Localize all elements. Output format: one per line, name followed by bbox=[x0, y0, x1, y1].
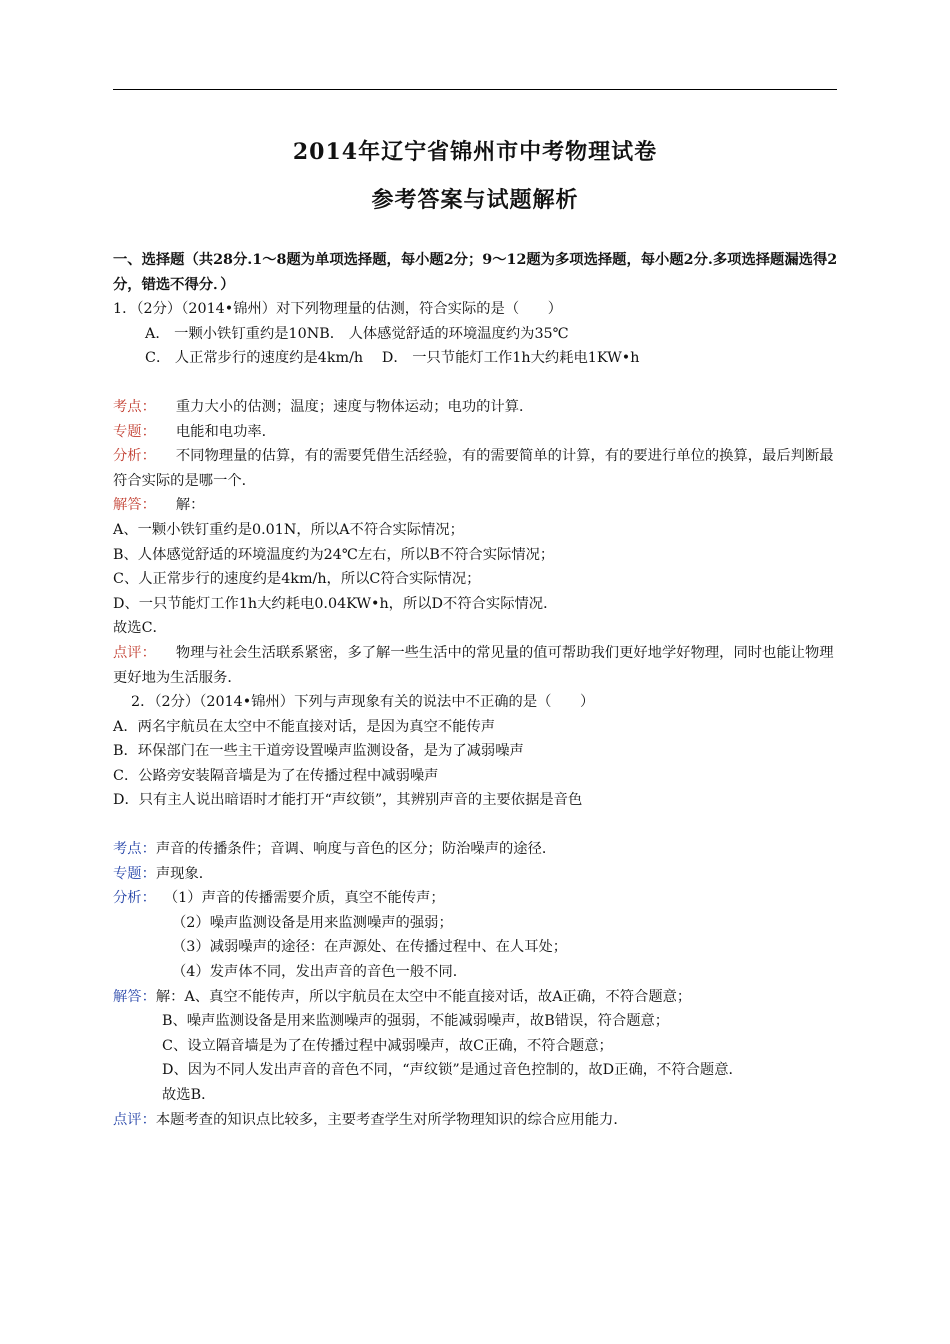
q1-fenxi bbox=[113, 444, 839, 493]
fenxi-label: 分析： bbox=[113, 890, 156, 907]
document-body bbox=[113, 248, 839, 1132]
q1-answer-line: B、人体感觉舒适的环境温度约为24℃左右，所以B不符合实际情况； bbox=[113, 546, 555, 563]
q1-options-ab: A． 一颗小铁钉重约是10NB． 人体感觉舒适的环境温度约为35℃ bbox=[145, 325, 569, 342]
fenxi-label: 分析： bbox=[113, 448, 156, 465]
q2-fenxi-line: （2）噪声监测设备是用来监测噪声的强弱； bbox=[172, 914, 453, 931]
page-subtitle: 参考答案与试题解析 bbox=[371, 187, 579, 213]
q2-option: A．两名宇航员在太空中不能直接对话，是因为真空不能传声 bbox=[113, 718, 496, 735]
q1-jieda bbox=[113, 493, 839, 518]
q1-answer-line: D、一只节能灯工作1h大约耗电0.04KW•h，所以D不符合实际情况． bbox=[113, 595, 558, 612]
kaodian-label: 考点： bbox=[113, 841, 156, 858]
q2-zhuanti bbox=[113, 862, 839, 887]
kaodian-label: 考点： bbox=[113, 398, 156, 415]
fenxi-text: （1）声音的传播需要介质，真空不能传声； bbox=[163, 890, 445, 907]
section-heading: 一、选择题（共28分.1～8题为单项选择题，每小题2分；9～12题为多项选择题，每小题2分.多项选择题漏选得2分，错选不得分．） bbox=[113, 252, 838, 293]
q2-dianping bbox=[113, 1108, 839, 1133]
zhuanti-text: 声现象． bbox=[155, 865, 214, 882]
q2-jieda-line: D、因为不同人发出声音的音色不同，“声纹锁”是通过音色控制的，故D正确，不符合题意． bbox=[162, 1062, 743, 1079]
q2-option: D．只有主人说出暗语时才能打开“声纹锁”，其辨别声音的主要依据是音色 bbox=[113, 792, 583, 809]
q1-dianping bbox=[113, 641, 839, 690]
q2-jieda-line: 故选B． bbox=[162, 1087, 216, 1103]
dianping-label: 点评： bbox=[113, 1111, 156, 1128]
zhuanti-label: 专题： bbox=[113, 865, 156, 882]
page-title: 2014年辽宁省锦州市中考物理试卷 bbox=[292, 139, 658, 165]
q2-jieda bbox=[113, 985, 839, 1010]
kaodian-text: 声音的传播条件；音调、响度与音色的区分；防治噪声的途径． bbox=[155, 841, 557, 858]
spacer bbox=[113, 813, 839, 837]
spacer bbox=[113, 371, 839, 395]
jieda-label: 解答： bbox=[113, 988, 156, 1005]
zhuanti-label: 专题： bbox=[113, 423, 156, 440]
dianping-text: 物理与社会生活联系紧密，多了解一些生活中的常见量的值可帮助我们更好地学好物理，同时也能让物理更好地为生活服务． bbox=[113, 644, 834, 686]
q1-kaodian bbox=[113, 395, 839, 420]
jieda-text: 解：A、真空不能传声，所以宇航员在太空中不能直接对话，故A正确，不符合题意； bbox=[155, 988, 692, 1005]
dianping-text: 本题考查的知识点比较多，主要考查学生对所学物理知识的综合应用能力． bbox=[155, 1111, 628, 1128]
q1-answer-line: A、一颗小铁钉重约是0.01N，所以A不符合实际情况； bbox=[113, 521, 464, 538]
q1-stem: 1．（2分）（2014•锦州）对下列物理量的估测，符合实际的是（ ） bbox=[113, 301, 563, 318]
jieda-label: 解答： bbox=[113, 497, 156, 514]
q1-answer-line: C、人正常步行的速度约是4km/h，所以C符合实际情况； bbox=[113, 571, 481, 588]
zhuanti-text: 电能和电功率． bbox=[175, 423, 276, 440]
q2-kaodian bbox=[113, 837, 839, 862]
q2-jieda-line: B、噪声监测设备是用来监测噪声的强弱，不能减弱噪声，故B错误，符合题意； bbox=[162, 1013, 670, 1030]
q2-option: B．环保部门在一些主干道旁设置噪声监测设备，是为了减弱噪声 bbox=[113, 743, 524, 760]
q1-answer-line: 故选C． bbox=[113, 620, 167, 637]
q2-fenxi bbox=[113, 886, 839, 911]
jieda-text: 解： bbox=[175, 497, 205, 514]
q1-options-cd: C． 人正常步行的速度约是4km/h D． 一只节能灯工作1h大约耗电1KW•h bbox=[145, 350, 640, 367]
q1-zhuanti bbox=[113, 420, 839, 445]
header-rule bbox=[113, 89, 837, 90]
q2-stem: 2．（2分）（2014•锦州）下列与声现象有关的说法中不正确的是（ ） bbox=[131, 694, 595, 711]
q2-fenxi-line: （4）发声体不同，发出声音的音色一般不同． bbox=[172, 964, 468, 981]
q2-jieda-line: C、设立隔音墙是为了在传播过程中减弱噪声，故C正确，不符合题意； bbox=[162, 1037, 613, 1054]
q2-option: C．公路旁安装隔音墙是为了在传播过程中减弱噪声 bbox=[113, 767, 439, 784]
q2-fenxi-line: （3）减弱噪声的途径：在声源处、在传播过程中、在人耳处； bbox=[172, 939, 568, 956]
kaodian-text: 重力大小的估测；温度；速度与物体运动；电功的计算． bbox=[175, 398, 534, 415]
fenxi-text: 不同物理量的估算，有的需要凭借生活经验，有的需要简单的计算，有的要进行单位的换算，最后判断最符合实际的是哪一个． bbox=[113, 448, 834, 489]
dianping-label: 点评： bbox=[113, 644, 156, 661]
